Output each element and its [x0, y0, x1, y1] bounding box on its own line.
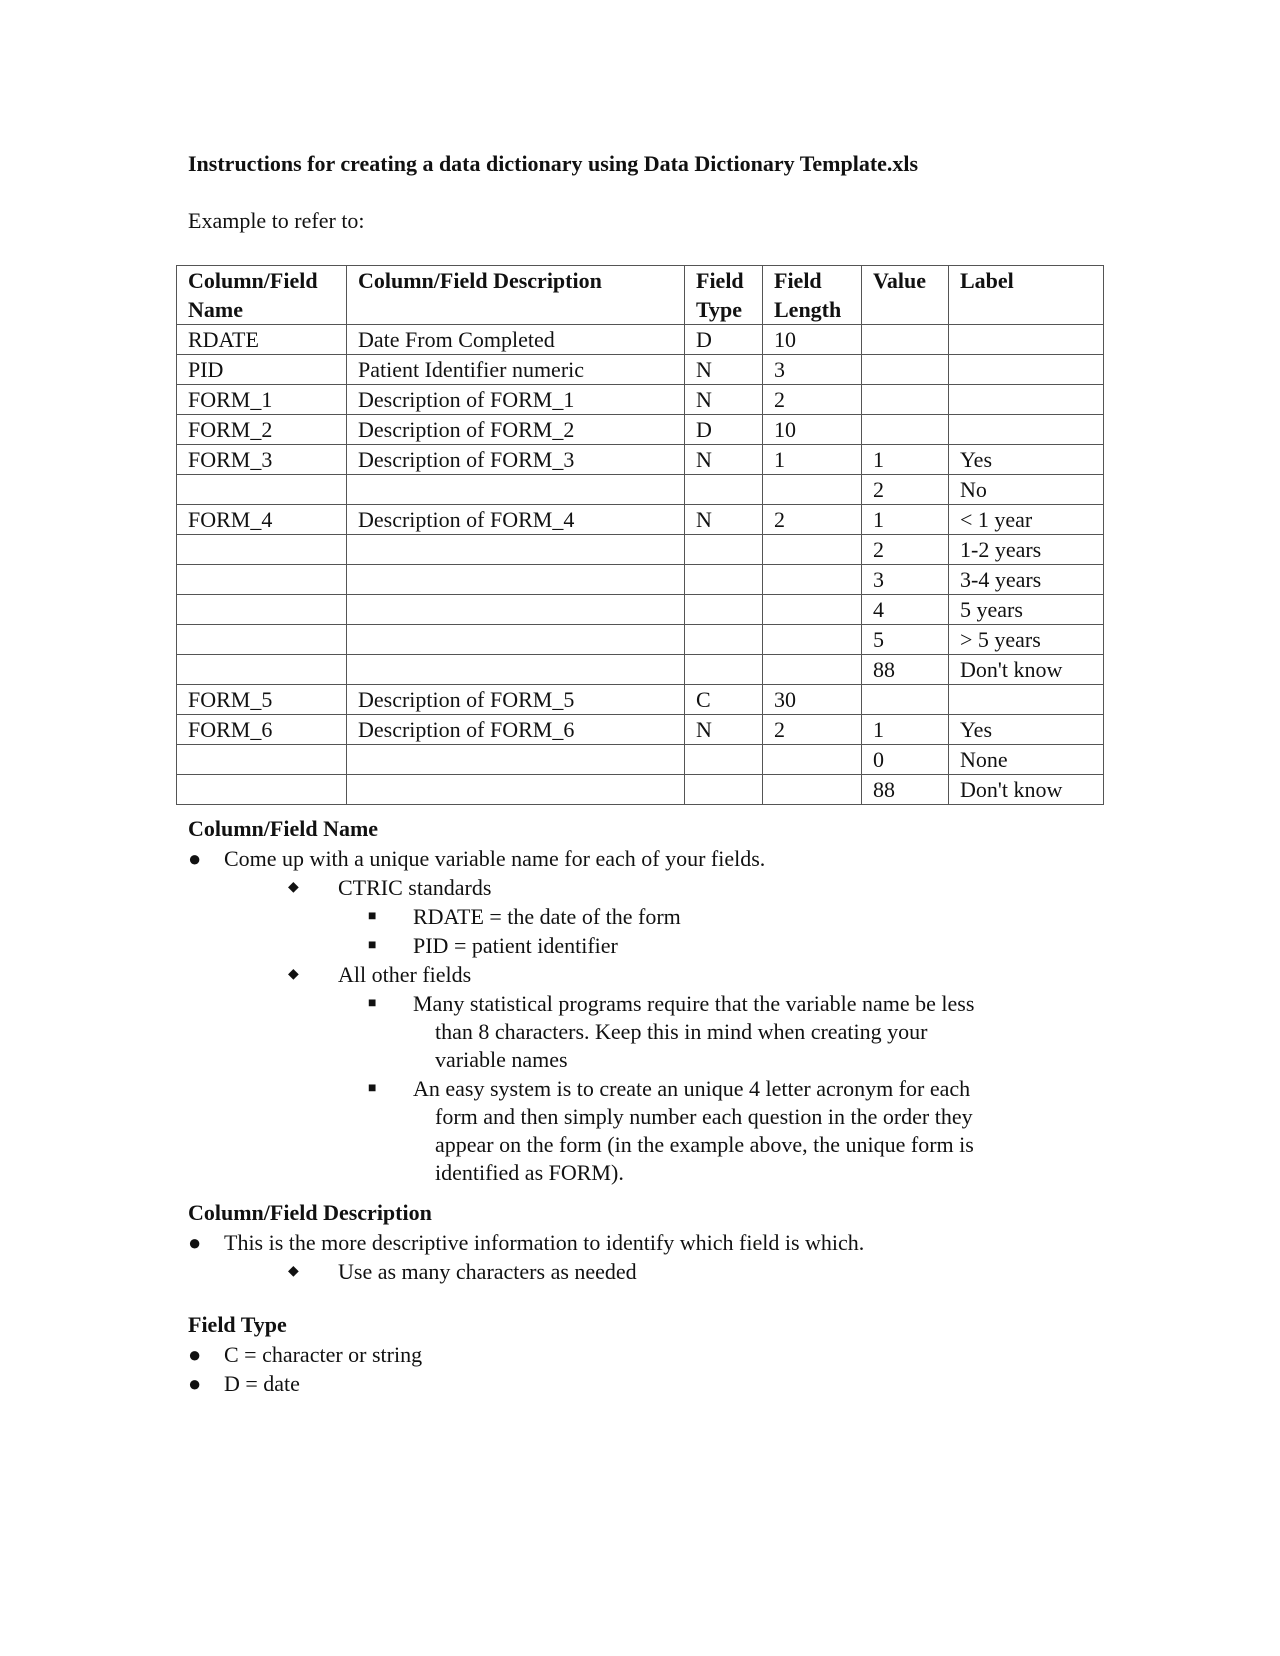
cell-field-description: [347, 655, 685, 685]
table-row: [177, 685, 1104, 715]
cell-field-length: [763, 625, 862, 655]
cell-field-description: [347, 595, 685, 625]
cell-label: [949, 685, 1104, 715]
cell-label: < 1 year: [949, 505, 1104, 535]
example-table: [176, 265, 1104, 805]
cell-value: 5: [862, 625, 949, 655]
cell-field-type: C: [685, 685, 763, 715]
header-field-length: Field Length: [763, 266, 862, 325]
cell-field-name: [177, 535, 347, 565]
list-item: ● C = character or string: [188, 1342, 423, 1367]
table-row: [177, 715, 1104, 745]
table-row: [177, 595, 1104, 625]
cell-value: [862, 355, 949, 385]
section-field-description: [188, 1198, 864, 1286]
cell-field-type: [685, 655, 763, 685]
cell-field-name: [177, 625, 347, 655]
list-item: ● Come up with a unique variable name for each of your fields.: [188, 846, 766, 871]
header-value: Value: [862, 266, 949, 325]
cell-field-length: 1: [763, 445, 862, 475]
table-row: [177, 625, 1104, 655]
table-row: [177, 505, 1104, 535]
table-row: [177, 415, 1104, 445]
cell-value: 88: [862, 655, 949, 685]
cell-value: [862, 685, 949, 715]
cell-field-description: [347, 565, 685, 595]
cell-label: Don't know: [949, 775, 1104, 805]
cell-label: [949, 355, 1104, 385]
table-row: [177, 565, 1104, 595]
table-row: [177, 325, 1104, 355]
cell-field-length: 10: [763, 325, 862, 355]
cell-field-description: Description of FORM_6: [347, 715, 685, 745]
intro-text: Example to refer to:: [188, 208, 365, 233]
cell-field-type: [685, 625, 763, 655]
cell-value: 4: [862, 595, 949, 625]
table-row: [177, 745, 1104, 775]
table-row: [177, 475, 1104, 505]
cell-label: [949, 415, 1104, 445]
table-header-row: [177, 266, 1104, 325]
cell-field-description: [347, 745, 685, 775]
cell-label: Don't know: [949, 655, 1104, 685]
cell-value: 0: [862, 745, 949, 775]
cell-field-length: [763, 655, 862, 685]
section-title: Field Type: [188, 1312, 287, 1337]
table-row: [177, 445, 1104, 475]
cell-field-description: Description of FORM_2: [347, 415, 685, 445]
bullet-diamond-icon: ◆: [288, 967, 299, 982]
cell-field-name: FORM_2: [177, 415, 347, 445]
cell-field-name: [177, 745, 347, 775]
cell-field-type: [685, 775, 763, 805]
cell-field-length: 3: [763, 355, 862, 385]
cell-value: [862, 385, 949, 415]
table-row: [177, 775, 1104, 805]
cell-field-name: [177, 475, 347, 505]
section-field-type: [188, 1310, 422, 1398]
list-item: ● This is the more descriptive information to identify which field is which.: [188, 1230, 865, 1255]
bullet-diamond-icon: ◆: [288, 1264, 299, 1279]
table-row: [177, 355, 1104, 385]
cell-value: 88: [862, 775, 949, 805]
bullet-square-icon: ■: [368, 938, 377, 953]
cell-field-type: D: [685, 415, 763, 445]
bullet-dot-icon: ●: [188, 1371, 202, 1396]
cell-label: > 5 years: [949, 625, 1104, 655]
cell-value: [862, 325, 949, 355]
cell-field-name: PID: [177, 355, 347, 385]
header-field-type: Field Type: [685, 266, 763, 325]
cell-label: [949, 385, 1104, 415]
cell-field-name: FORM_3: [177, 445, 347, 475]
table-body: [177, 325, 1104, 805]
cell-label: [949, 325, 1104, 355]
cell-field-name: [177, 595, 347, 625]
cell-label: No: [949, 475, 1104, 505]
cell-field-name: [177, 655, 347, 685]
cell-label: Yes: [949, 445, 1104, 475]
cell-label: None: [949, 745, 1104, 775]
cell-value: 1: [862, 505, 949, 535]
cell-field-type: N: [685, 385, 763, 415]
cell-field-name: FORM_1: [177, 385, 347, 415]
table-row: [177, 535, 1104, 565]
cell-field-length: [763, 475, 862, 505]
cell-field-description: [347, 775, 685, 805]
table-row: [177, 655, 1104, 685]
cell-label: 1-2 years: [949, 535, 1104, 565]
cell-label: Yes: [949, 715, 1104, 745]
cell-field-length: [763, 565, 862, 595]
header-field-description: Column/Field Description: [347, 266, 685, 325]
cell-field-description: Description of FORM_4: [347, 505, 685, 535]
cell-field-length: [763, 595, 862, 625]
header-label: Label: [949, 266, 1104, 325]
cell-field-description: Description of FORM_5: [347, 685, 685, 715]
cell-field-length: [763, 535, 862, 565]
header-field-name: Column/Field Name: [177, 266, 347, 325]
cell-field-name: [177, 775, 347, 805]
cell-label: 3-4 years: [949, 565, 1104, 595]
cell-field-length: 10: [763, 415, 862, 445]
cell-field-description: Description of FORM_3: [347, 445, 685, 475]
cell-field-description: [347, 535, 685, 565]
cell-field-length: 2: [763, 385, 862, 415]
cell-field-length: [763, 745, 862, 775]
cell-field-description: Description of FORM_1: [347, 385, 685, 415]
section-title: Column/Field Description: [188, 1200, 432, 1225]
cell-field-length: 2: [763, 505, 862, 535]
cell-field-type: [685, 535, 763, 565]
cell-field-length: 30: [763, 685, 862, 715]
cell-value: [862, 415, 949, 445]
cell-field-type: [685, 595, 763, 625]
list-item: ■ RDATE = the date of the form: [368, 904, 681, 929]
bullet-dot-icon: ●: [188, 846, 202, 871]
page-title: Instructions for creating a data dictionary using Data Dictionary Template.xls: [188, 151, 919, 176]
bullet-diamond-icon: ◆: [288, 880, 299, 895]
list-item: ◆ All other fields: [288, 962, 472, 987]
cell-field-type: [685, 565, 763, 595]
cell-field-type: N: [685, 355, 763, 385]
bullet-square-icon: ■: [368, 909, 377, 924]
cell-field-name: [177, 565, 347, 595]
cell-field-name: RDATE: [177, 325, 347, 355]
cell-field-description: [347, 475, 685, 505]
cell-value: 1: [862, 715, 949, 745]
cell-field-type: [685, 745, 763, 775]
cell-value: 1: [862, 445, 949, 475]
cell-field-type: [685, 475, 763, 505]
cell-field-name: FORM_5: [177, 685, 347, 715]
bullet-square-icon: ■: [368, 1081, 377, 1096]
list-item: ■ PID = patient identifier: [368, 933, 618, 958]
cell-field-type: D: [685, 325, 763, 355]
cell-label: 5 years: [949, 595, 1104, 625]
list-item: ■ Many statistical programs require that the variable name be less than 8 characters. Keep this in mind when creating your variable names: [368, 991, 975, 1072]
list-item: ◆ Use as many characters as needed: [288, 1259, 637, 1284]
cell-field-description: Patient Identifier numeric: [347, 355, 685, 385]
cell-field-name: FORM_4: [177, 505, 347, 535]
cell-field-type: N: [685, 715, 763, 745]
cell-field-description: Date From Completed: [347, 325, 685, 355]
list-item: ◆ CTRIC standards: [288, 875, 492, 900]
cell-value: 2: [862, 535, 949, 565]
section-field-name: [188, 814, 974, 1187]
cell-field-name: FORM_6: [177, 715, 347, 745]
cell-value: 3: [862, 565, 949, 595]
bullet-square-icon: ■: [368, 996, 377, 1011]
cell-field-length: [763, 775, 862, 805]
cell-field-description: [347, 625, 685, 655]
section-title: Column/Field Name: [188, 816, 379, 841]
cell-field-length: 2: [763, 715, 862, 745]
cell-value: 2: [862, 475, 949, 505]
list-item: ■ An easy system is to create an unique 4 letter acronym for each form and then simply number each question in the order they appear on the form (in the example above, the unique form is identified as FORM).: [368, 1076, 974, 1185]
bullet-dot-icon: ●: [188, 1342, 202, 1367]
list-item: ● D = date: [188, 1371, 300, 1396]
bullet-dot-icon: ●: [188, 1230, 202, 1255]
table-row: [177, 385, 1104, 415]
cell-field-type: N: [685, 505, 763, 535]
cell-field-type: N: [685, 445, 763, 475]
